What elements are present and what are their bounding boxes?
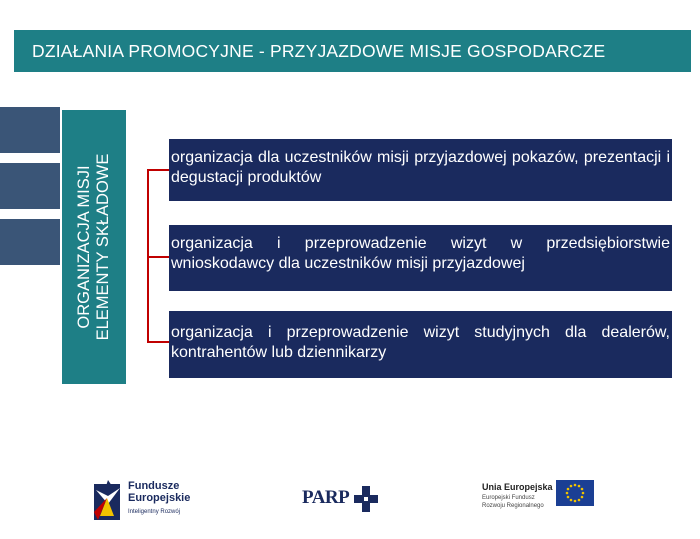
decorative-stripe — [0, 163, 60, 209]
item-text: organizacja dla uczestników misji przyjazdowej pokazów, prezentacji i degustacji produktów — [171, 149, 670, 186]
item-box — [169, 225, 672, 291]
ue-logo-title: Unia Europejska — [482, 482, 553, 492]
fundusze-europejskie-logo — [94, 476, 214, 522]
connector-branch — [147, 341, 169, 343]
unia-europejska-logo — [482, 480, 602, 520]
footer-logos — [0, 470, 700, 530]
item-text: organizacja i przeprowadzenie wizyt studyjnych dla dealerów, kontrahentów lub dziennikarzy — [171, 324, 670, 361]
side-label-panel — [62, 110, 126, 384]
side-label-line2: ELEMENTY SKŁADOWE — [94, 153, 112, 341]
item-box — [169, 311, 672, 378]
fe-logo-text: Fundusze Europejskie — [128, 480, 191, 504]
ue-logo-subtitle-2: Rozwoju Regionalnego — [482, 503, 544, 509]
fe-star-icon — [94, 476, 124, 522]
page-title: DZIAŁANIA PROMOCYJNE - PRZYJAZDOWE MISJE GOSPODARCZE — [32, 40, 606, 61]
item-box — [169, 139, 672, 201]
side-label — [75, 154, 113, 341]
parp-logo — [302, 482, 382, 516]
side-label-line1: ORGANIZACJA MISJI — [75, 165, 93, 329]
ue-logo-subtitle-1: Europejski Fundusz — [482, 495, 535, 501]
parp-logo-text: PARP — [302, 487, 350, 508]
parp-mark-icon — [354, 486, 378, 512]
connector-branch — [147, 256, 169, 258]
fe-logo-subtitle: Inteligentny Rozwój — [128, 509, 181, 515]
decorative-stripe — [0, 219, 60, 265]
decorative-stripe — [0, 107, 60, 153]
eu-flag-icon — [556, 480, 594, 506]
connector-branch — [147, 169, 169, 171]
item-text: organizacja i przeprowadzenie wizyt w przedsiębiorstwie wnioskodawcy dla uczestników misji przyjazdowej — [171, 235, 670, 272]
title-bar — [14, 30, 691, 72]
